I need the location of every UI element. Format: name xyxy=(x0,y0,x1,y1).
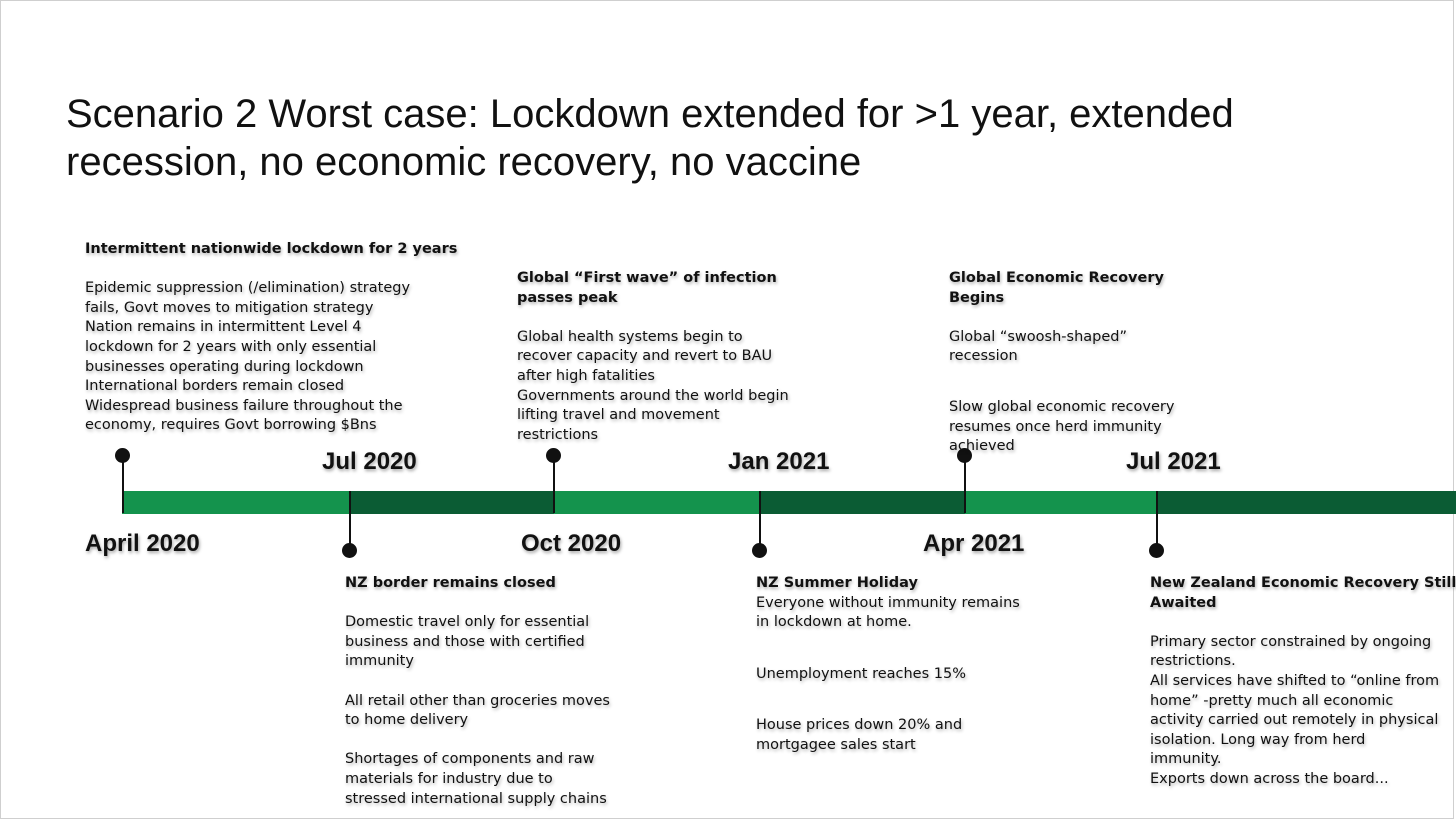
event-text-line: Governments around the world begin xyxy=(517,387,789,404)
slide-title xyxy=(66,90,1366,186)
event-border xyxy=(345,574,610,809)
event-text-line: Everyone without immunity remains xyxy=(756,594,1020,611)
event-text-line: home” -pretty much all economic xyxy=(1150,692,1394,709)
timeline-segment xyxy=(965,491,1157,514)
spacer xyxy=(949,367,1174,398)
event-text-line: Epidemic suppression (/elimination) strategy xyxy=(85,280,411,297)
event-summer-holiday xyxy=(756,574,1020,756)
event-text-line: Nation remains in intermittent Level 4 xyxy=(85,319,362,336)
milestone-dot xyxy=(752,543,767,558)
event-text-line: All services have shifted to “online from xyxy=(1150,672,1440,689)
milestone-dot xyxy=(546,448,561,463)
event-heading: NZ Summer Holiday xyxy=(756,575,918,591)
event-nz-recovery xyxy=(1150,574,1456,790)
spacer xyxy=(517,308,789,328)
event-text-line: resumes once herd immunity xyxy=(949,418,1162,435)
milestone-stem xyxy=(964,455,966,513)
event-text-line: Slow global economic recovery xyxy=(949,398,1175,415)
event-heading: Awaited xyxy=(1150,594,1217,611)
date-label-oct-2020: Oct 2020 xyxy=(521,530,622,557)
date-label-jul-2021: Jul 2021 xyxy=(1126,448,1221,475)
event-text-line: mortgagee sales start xyxy=(756,736,916,753)
milestone-stem xyxy=(759,491,761,550)
date-label-april-2020: April 2020 xyxy=(85,530,200,557)
event-text-line: after high fatalities xyxy=(517,367,655,384)
milestone-stem xyxy=(122,455,124,513)
event-heading: Intermittent nationwide lockdown for 2 years xyxy=(85,241,458,257)
event-heading: NZ border remains closed xyxy=(345,575,556,591)
event-text-line: business and those with certified xyxy=(345,633,585,650)
spacer xyxy=(756,633,1020,665)
event-text-line: immunity. xyxy=(1150,751,1222,768)
event-first-wave xyxy=(517,269,789,445)
event-text-line: Shortages of components and raw xyxy=(345,751,595,768)
event-heading: Global Economic Recovery xyxy=(949,270,1164,286)
event-text-line: achieved xyxy=(949,438,1015,455)
event-text-line: Exports down across the board... xyxy=(1150,770,1389,787)
spacer xyxy=(345,731,610,751)
event-text-line: Domestic travel only for essential xyxy=(345,614,590,631)
spacer xyxy=(949,308,1174,328)
title-line: Scenario 2 Worst case: Lockdown extended for >1 year, extended xyxy=(66,92,1234,136)
event-text-line: activity carried out remotely in physical xyxy=(1150,712,1439,729)
milestone-dot xyxy=(115,448,130,463)
event-heading: Global “First wave” of infection xyxy=(517,270,777,286)
title-line: recession, no economic recovery, no vaccine xyxy=(66,140,862,184)
event-lockdown xyxy=(85,240,457,436)
spacer xyxy=(1150,613,1456,633)
event-heading: New Zealand Economic Recovery Still xyxy=(1150,575,1456,591)
spacer xyxy=(85,260,457,280)
date-label-jul-2020: Jul 2020 xyxy=(322,448,417,475)
milestone-dot xyxy=(1149,543,1164,558)
event-text-line: to home delivery xyxy=(345,712,469,729)
event-text-line: businesses operating during lockdown xyxy=(85,358,364,375)
event-text-line: fails, Govt moves to mitigation strategy xyxy=(85,299,374,316)
date-label-jan-2021: Jan 2021 xyxy=(728,448,830,475)
event-text-line: restrictions xyxy=(517,426,599,443)
milestone-dot xyxy=(342,543,357,558)
event-text-line: All retail other than groceries moves xyxy=(345,692,610,709)
spacer xyxy=(345,594,610,614)
spacer xyxy=(756,684,1020,716)
event-text-line: Unemployment reaches 15% xyxy=(756,665,966,682)
event-text-line: Global “swoosh-shaped” xyxy=(949,328,1127,345)
timeline-segment xyxy=(1157,491,1456,514)
event-text-line: Global health systems begin to xyxy=(517,328,743,345)
timeline-segment xyxy=(760,491,965,514)
event-text-line: International borders remain closed xyxy=(85,378,345,395)
event-text-line: Widespread business failure throughout the xyxy=(85,397,403,414)
event-text-line: in lockdown at home. xyxy=(756,614,912,631)
milestone-stem xyxy=(1156,491,1158,550)
event-text-line: recession xyxy=(949,348,1018,365)
event-text-line: restrictions. xyxy=(1150,653,1236,670)
event-text-line: materials for industry due to xyxy=(345,770,553,787)
event-text-line: lifting travel and movement xyxy=(517,407,720,424)
event-text-line: House prices down 20% and xyxy=(756,717,963,734)
date-label-apr-2021: Apr 2021 xyxy=(923,530,1025,557)
event-text-line: lockdown for 2 years with only essential xyxy=(85,338,377,355)
event-text-line: stressed international supply chains xyxy=(345,790,607,807)
timeline-segment xyxy=(122,491,350,514)
timeline-segment xyxy=(350,491,554,514)
event-text-line: economy, requires Govt borrowing $Bns xyxy=(85,417,377,434)
timeline-segment xyxy=(554,491,760,514)
milestone-stem xyxy=(553,455,555,513)
event-text-line: Primary sector constrained by ongoing xyxy=(1150,633,1432,650)
event-global-recovery xyxy=(949,269,1174,457)
event-text-line: immunity xyxy=(345,653,414,670)
event-text-line: isolation. Long way from herd xyxy=(1150,731,1366,748)
spacer xyxy=(345,672,610,692)
event-text-line: recover capacity and revert to BAU xyxy=(517,348,773,365)
event-heading: passes peak xyxy=(517,289,618,306)
event-heading: Begins xyxy=(949,289,1005,306)
milestone-stem xyxy=(349,491,351,550)
